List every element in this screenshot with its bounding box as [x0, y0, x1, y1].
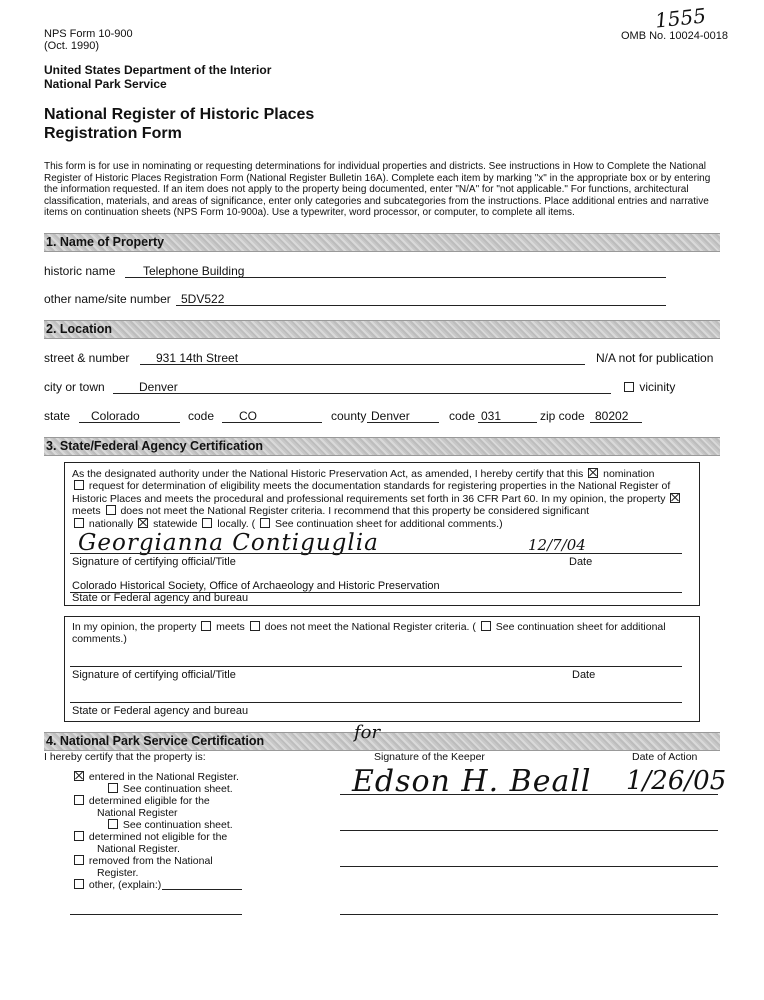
historic-name-label: historic name: [44, 264, 116, 278]
county-code-label: code: [449, 409, 476, 423]
city-label: city or town: [44, 380, 105, 394]
locally-checkbox[interactable]: [202, 518, 212, 528]
form-title-line2: Registration Form: [44, 125, 182, 142]
other-name-label: other name/site number: [44, 292, 171, 306]
omb-number: OMB No. 10024-0018: [621, 30, 729, 42]
opinion-meets-checkbox[interactable]: [201, 621, 211, 631]
historic-name-line: [125, 277, 666, 278]
state-code-line: [222, 422, 322, 423]
city-value: Denver: [139, 380, 178, 394]
agency-label: State or Federal agency and bureau: [72, 592, 249, 604]
section2-header: 2. Location: [44, 320, 720, 339]
determined-eligible-checkbox[interactable]: [74, 795, 84, 805]
section4-header: 4. National Park Service Certification: [44, 732, 720, 751]
vicinity-field: vicinity: [622, 380, 675, 394]
signature-line: [70, 553, 682, 554]
nps-options: entered in the National Register. See continuation sheet. determined eligible for the National Register See continuation sheet. determined not eligible for the National Register. removed from the National Register. other, (explain:): [72, 771, 239, 891]
keeper-signature: Edson H. Beall: [352, 764, 592, 799]
does-not-meet-checkbox[interactable]: [106, 505, 116, 515]
zip-line: [590, 422, 642, 423]
keeper-label: Signature of the Keeper: [374, 751, 485, 763]
continuation-checkbox[interactable]: [260, 518, 270, 528]
service: National Park Service: [44, 77, 167, 91]
county-label: county: [331, 409, 367, 423]
street-value: 931 14th Street: [156, 351, 239, 365]
state-label: state: [44, 409, 71, 423]
entered-checkbox[interactable]: [74, 771, 84, 781]
signature-label-2: Signature of certifying official/Title: [72, 669, 236, 681]
certifying-official-signature: Georgianna Contiguglia: [78, 530, 379, 556]
county-line: [367, 422, 439, 423]
option-entered: entered in the National Register.: [72, 771, 239, 783]
city-line: [113, 393, 611, 394]
state-code-label: code: [188, 409, 215, 423]
county-code-value: 031: [481, 409, 502, 423]
keeper-line-4: [340, 914, 718, 915]
keeper-line-3: [340, 866, 718, 867]
state-code-value: CO: [239, 409, 257, 423]
historic-name-value: Telephone Building: [143, 264, 245, 278]
agency-value: Colorado Historical Society, Office of Archaeology and Historic Preservation: [72, 580, 440, 592]
handwritten-number: 1555: [653, 3, 708, 33]
state-certification-text: As the designated authority under the National Historic Preservation Act, as amended, I hereby certify that this nomination request for determination of eligibility meets the documentation standards for registering properties in the National Register of Historic Places and meets the procedural and professional requirements set forth in 36 CFR Part 60. In my opinion, the property meets does not meet the National Register criteria. I recommend that this property be considered significant nationally statewide locally. ( See continuation sheet for additional comments.): [72, 468, 694, 530]
county-value: Denver: [371, 409, 410, 423]
department: United States Department of the Interior: [44, 63, 272, 77]
keeper-line-1: [340, 794, 718, 795]
form-number: NPS Form 10-900: [44, 28, 133, 40]
other-explain-line: [162, 889, 242, 890]
keeper-for: for: [354, 722, 381, 743]
certification-date: 12/7/04: [528, 536, 586, 554]
signature-line-2: [70, 666, 682, 667]
opinion-text: In my opinion, the property meets does not meet the National Register criteria. ( See continuation sheet for additional comments.): [72, 621, 666, 646]
nationally-checkbox[interactable]: [74, 518, 84, 528]
na-not-for-publication: N/A not for publication: [596, 351, 714, 365]
street-line: [140, 364, 585, 365]
meets-checkbox[interactable]: [670, 493, 680, 503]
keeper-line-2: [340, 830, 718, 831]
date-label-2: Date: [572, 669, 596, 681]
other-name-line: [176, 305, 666, 306]
street-label: street & number: [44, 351, 130, 365]
entered-continuation-checkbox[interactable]: [108, 783, 118, 793]
other-name-value: 5DV522: [181, 292, 225, 306]
date-of-action-label: Date of Action: [632, 751, 698, 763]
signature-label: Signature of certifying official/Title: [72, 556, 236, 568]
state-line: [79, 422, 180, 423]
opinion-continuation-checkbox[interactable]: [481, 621, 491, 631]
section3-header: 3. State/Federal Agency Certification: [44, 437, 720, 456]
vicinity-checkbox[interactable]: [624, 382, 634, 392]
date-label: Date: [569, 556, 593, 568]
nomination-checkbox[interactable]: [588, 468, 598, 478]
determined-not-eligible-checkbox[interactable]: [74, 831, 84, 841]
form-date: (Oct. 1990): [44, 40, 100, 52]
opinion-does-not-meet-checkbox[interactable]: [250, 621, 260, 631]
action-date: 1/26/05: [626, 766, 727, 796]
intro-text: This form is for use in nominating or requesting determinations for individual properties and districts. See instructions in How to Complete the National Register of Historic Places Registration Form (National Register Bulletin 16A). Complete each item by marking "x" in the appropriate box or by entering the information requested. If an item does not apply to the property being documented, enter "N/A" for "not applicable." For functions, architectural classification, materials, and areas of significance, enter only categories and subcategories from the instructions. Place additional entries and narrative items on continuation sheets (NPS Form 10-900a). Use a typewriter, word processor, or computer, to complete all items.: [44, 161, 711, 218]
agency-label-2: State or Federal agency and bureau: [72, 705, 249, 717]
zip-label: zip code: [540, 409, 585, 423]
eligible-continuation-checkbox[interactable]: [108, 819, 118, 829]
section1-header: 1. Name of Property: [44, 233, 720, 252]
other-checkbox[interactable]: [74, 879, 84, 889]
form-title-line1: National Register of Historic Places: [44, 106, 315, 123]
other-explain-line-2: [70, 914, 242, 915]
certify-text: I hereby certify that the property is:: [44, 751, 206, 763]
county-code-line: [478, 422, 537, 423]
statewide-checkbox[interactable]: [138, 518, 148, 528]
request-checkbox[interactable]: [74, 480, 84, 490]
zip-value: 80202: [595, 409, 629, 423]
state-value: Colorado: [91, 409, 140, 423]
agency-line-2: [70, 702, 682, 703]
removed-checkbox[interactable]: [74, 855, 84, 865]
